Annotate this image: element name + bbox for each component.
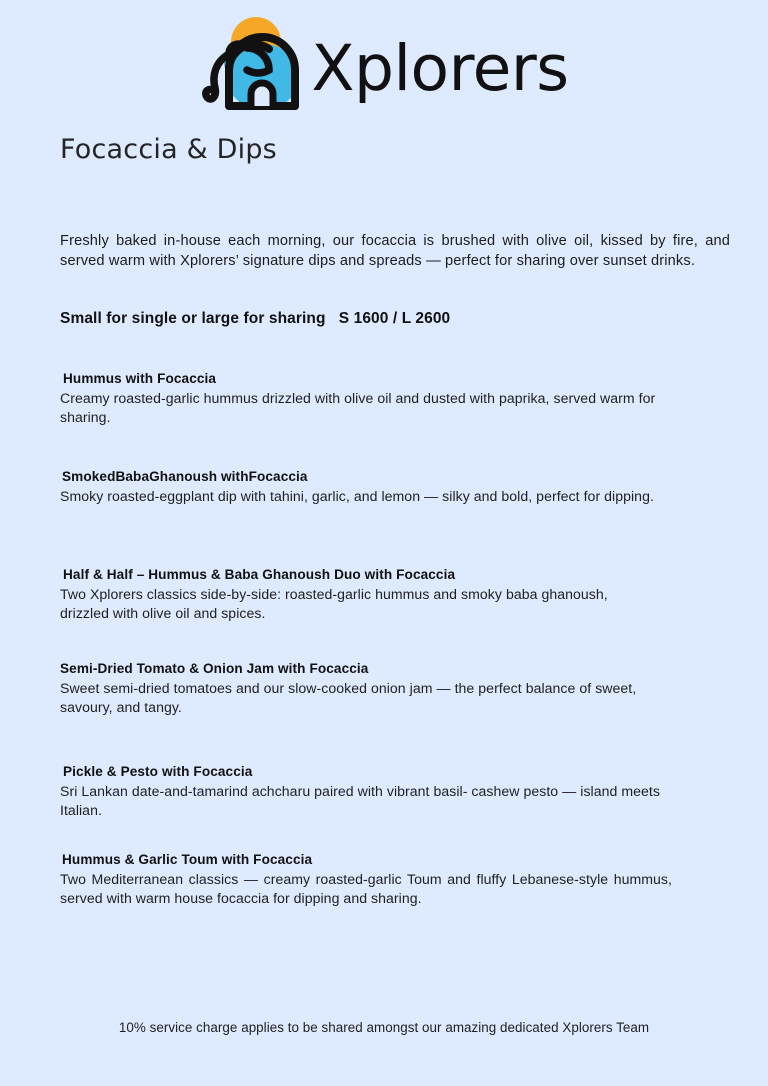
- menu-item-description: Two Mediterranean classics — creamy roasted-garlic Toum and fluffy Lebanese-style hummus, served with warm house focaccia for dipping and sharing.: [60, 871, 672, 906]
- menu-item: [60, 566, 660, 623]
- menu-item-description: Sri Lankan date-and-tamarind achcharu paired with vibrant basil- cashew pesto — island meets Italian.: [60, 783, 660, 818]
- menu-item: [60, 660, 655, 717]
- menu-item: [60, 763, 678, 820]
- menu-item-name: Pickle & Pesto with Focaccia: [63, 764, 253, 779]
- menu-item-name: SmokedBabaGhanoush withFocaccia: [62, 469, 308, 484]
- menu-item-description: Smoky roasted-eggplant dip with tahini, garlic, and lemon — silky and bold, perfect for dipping.: [60, 488, 654, 504]
- menu-item-description: Creamy roasted-garlic hummus drizzled with olive oil and dusted with paprika, served warm for sharing.: [60, 390, 656, 425]
- menu-item-name: Hummus & Garlic Toum with Focaccia: [62, 852, 313, 867]
- menu-item: [60, 851, 672, 908]
- logo-wrap: [199, 14, 568, 120]
- brand-logo: [0, 0, 768, 125]
- elephant-sun-logo-icon: [199, 14, 317, 120]
- menu-item-name: Semi-Dried Tomato & Onion Jam with Focaccia: [60, 661, 369, 676]
- service-charge-note: 10% service charge applies to be shared amongst our amazing dedicated Xplorers Team: [118, 1020, 650, 1035]
- menu-item-name: Half & Half – Hummus & Baba Ghanoush Duo with Focaccia: [63, 567, 456, 582]
- menu-item: [60, 370, 700, 427]
- menu-item: [60, 468, 678, 506]
- brand-wordmark: Xplorers: [311, 32, 569, 105]
- pricing-line: Small for single or large for sharing S 1600 / L 2600: [60, 310, 451, 327]
- intro-paragraph: Freshly baked in-house each morning, our focaccia is brushed with olive oil, kissed by fire, and served warm with Xplorers’ signature dips and spreads — perfect for sharing over sunset drinks.: [60, 233, 730, 269]
- page-title: Focaccia & Dips: [60, 134, 277, 165]
- menu-item-description: Sweet semi-dried tomatoes and our slow-cooked onion jam — the perfect balance of sweet, savoury, and tangy.: [60, 680, 637, 715]
- menu-item-description: Two Xplorers classics side-by-side: roasted-garlic hummus and smoky baba ghanoush, drizzled with olive oil and spices.: [60, 586, 608, 621]
- menu-item-name: Hummus with Focaccia: [63, 371, 217, 386]
